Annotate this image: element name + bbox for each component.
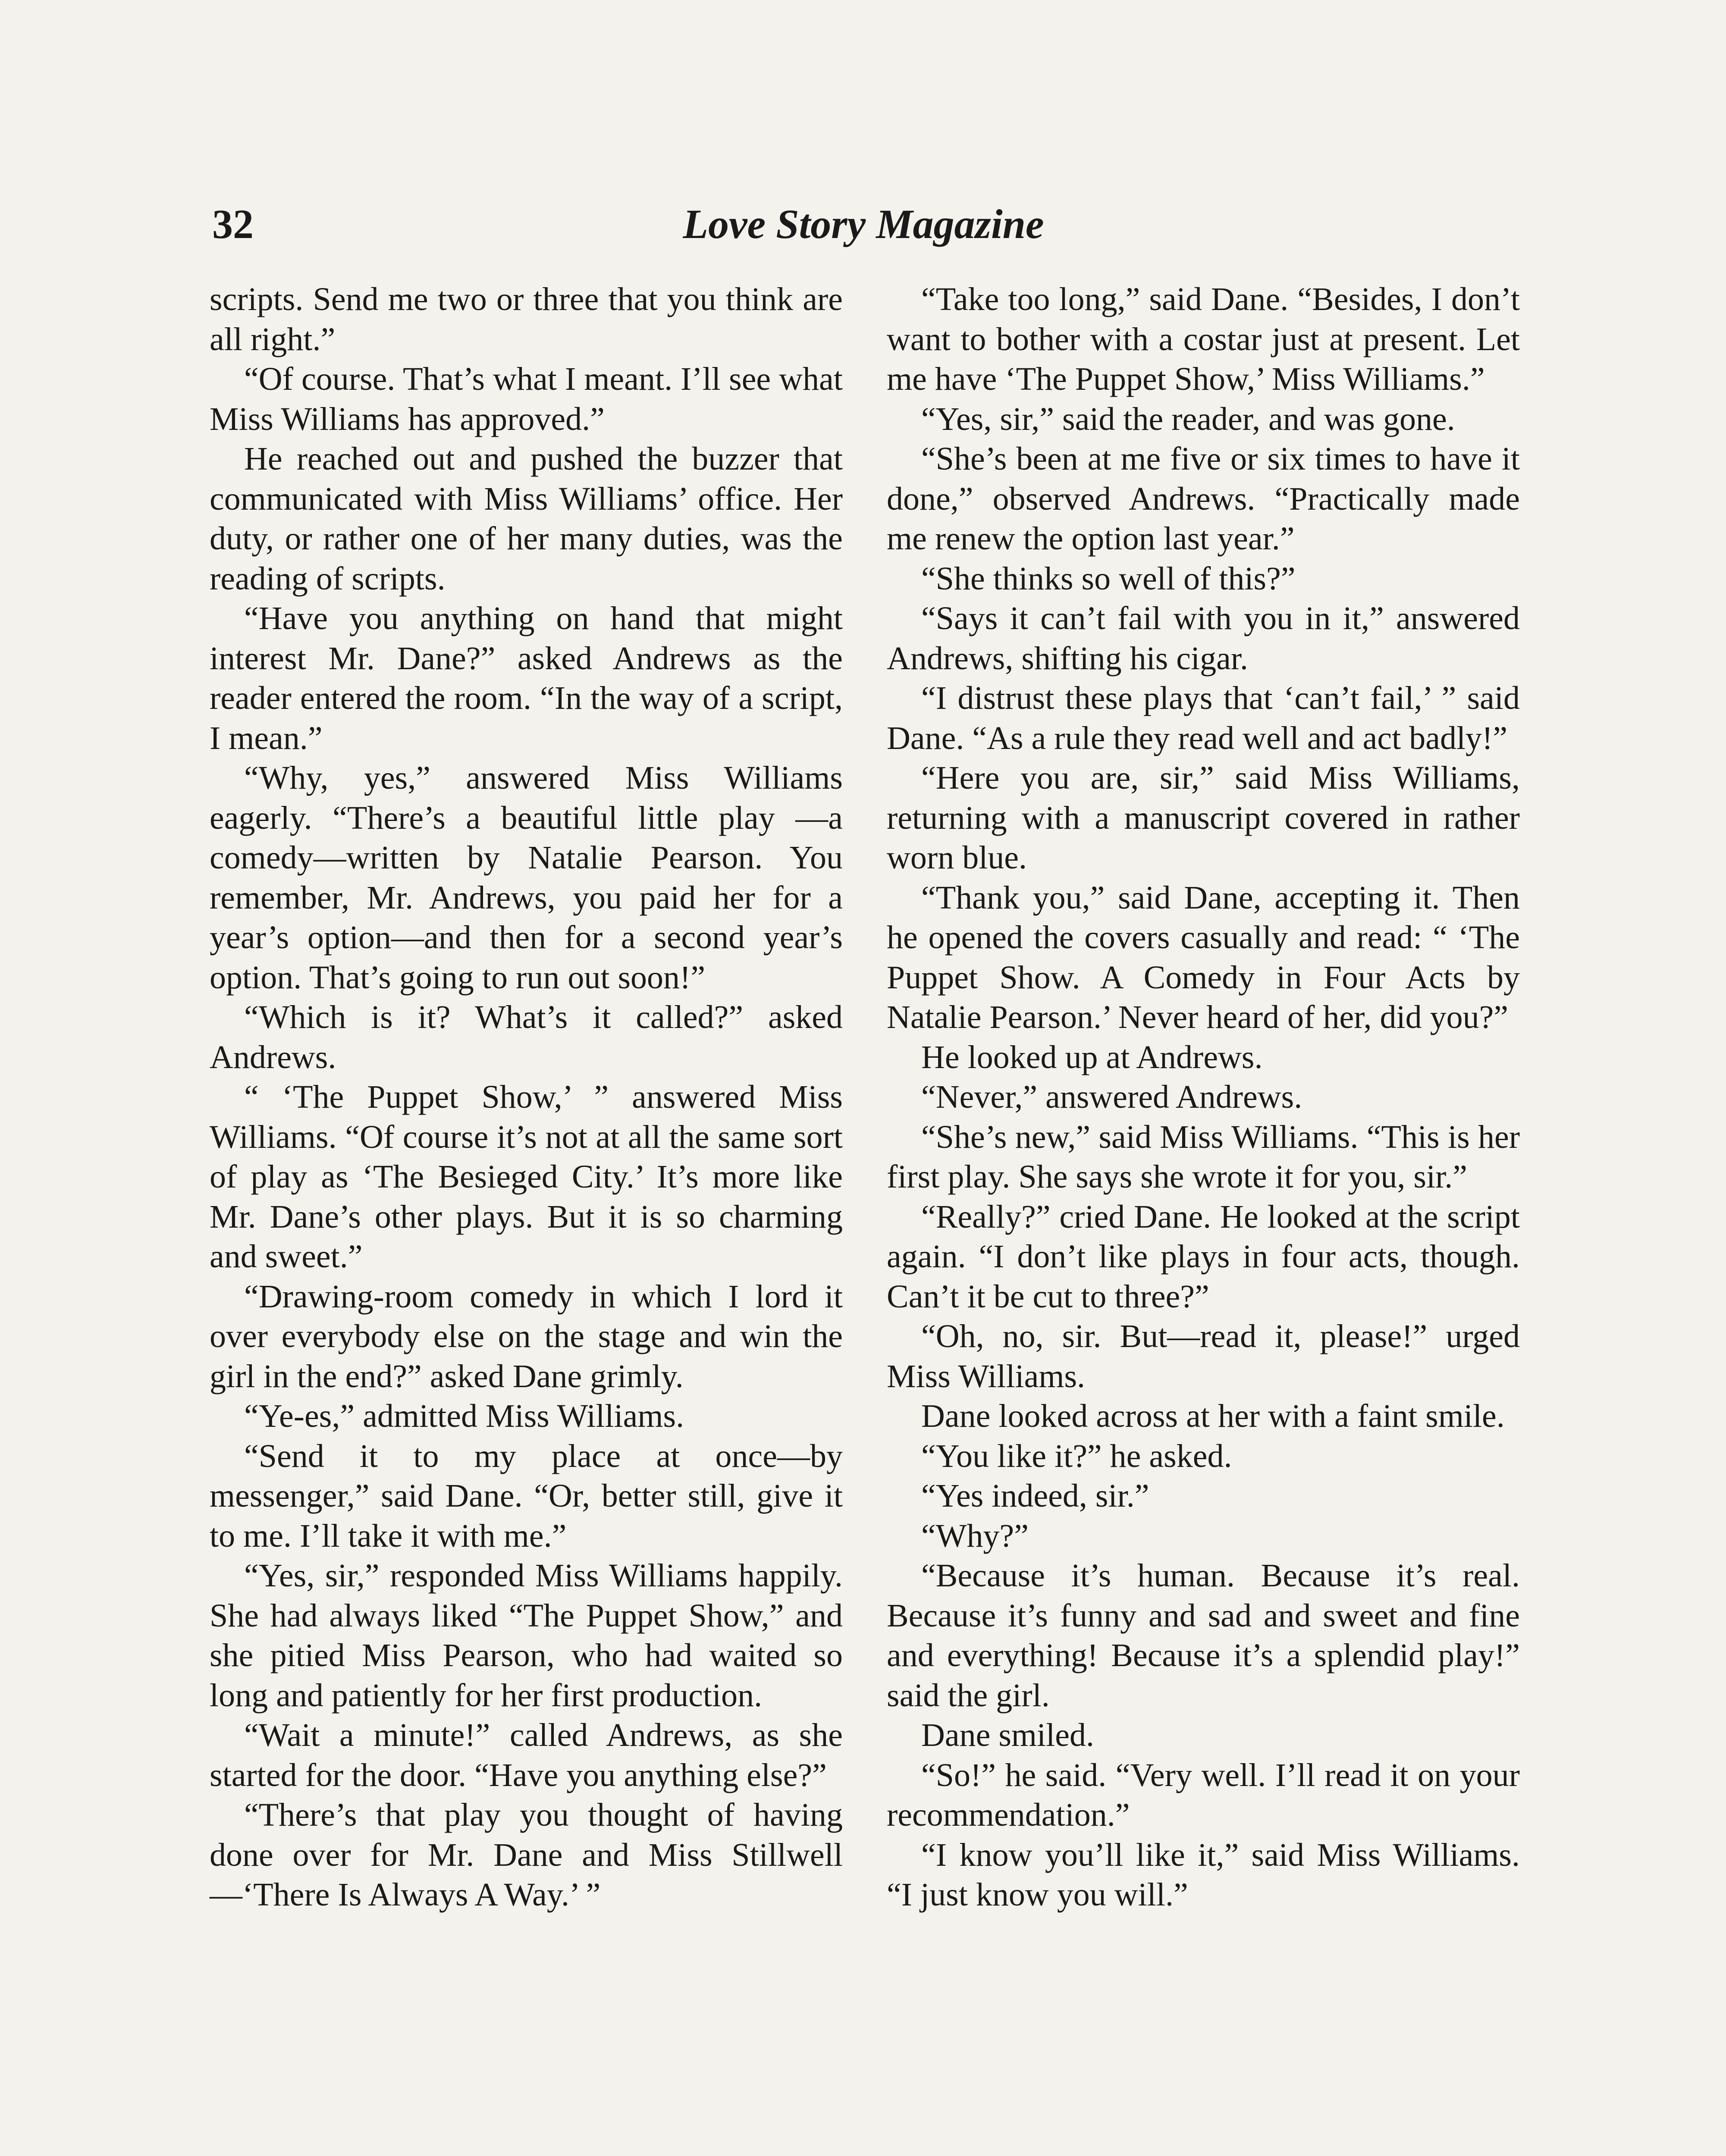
paragraph: “Here you are, sir,” said Miss Williams, returning with a manuscript covered in rather worn blue. <box>887 760 1520 876</box>
paragraph: “Why, yes,” answered Miss Williams eagerly. “There’s a beautiful little play —a comedy—written by Natalie Pearson. You remember, Mr. Andrews, you paid her for a year’s option—and then for a second year’s option. That’s going to run out soon!” <box>210 760 843 996</box>
paragraph: “ ‘The Puppet Show,’ ” answered Miss Williams. “Of course it’s not at all the same sort of play as ‘The Besieged City.’ It’s more like Mr. Dane’s other plays. But it is so charming and sweet.” <box>210 1079 843 1275</box>
left-column <box>210 279 843 1915</box>
paragraph: “Yes, sir,” said the reader, and was gone. <box>921 401 1455 437</box>
paragraph: Dane looked across at her with a faint smile. <box>921 1398 1505 1434</box>
paragraph: “Really?” cried Dane. He looked at the script again. “I don’t like plays in four acts, though. Can’t it be cut to three?” <box>887 1198 1520 1315</box>
paragraph: “Have you anything on hand that might interest Mr. Dane?” asked Andrews as the reader entered the room. “In the way of a script, I mean.” <box>210 600 843 756</box>
paragraph: “Ye-es,” admitted Miss Williams. <box>244 1398 684 1434</box>
paragraph: “Because it’s human. Because it’s real. Because it’s funny and sad and sweet and fine and everything! Because it’s a splendid play!” said the girl. <box>887 1557 1520 1714</box>
paragraph: “Wait a minute!” called Andrews, as she started for the door. “Have you anything else?” <box>210 1717 843 1793</box>
paragraph: “She’s been at me five or six times to have it done,” observed Andrews. “Practically made me renew the option last year.” <box>887 441 1520 557</box>
running-title: Love Story Magazine <box>683 201 1044 247</box>
paragraph: He reached out and pushed the buzzer that communicated with Miss Williams’ office. Her duty, or rather one of her many duties, was the reading of scripts. <box>210 441 843 597</box>
paragraph: “She thinks so well of this?” <box>921 560 1296 597</box>
paragraph: He looked up at Andrews. <box>921 1039 1263 1075</box>
paragraph: “Send it to my place at once—by messenger,” said Dane. “Or, better still, give it to me. I’ll take it with me.” <box>210 1438 843 1554</box>
paragraph: scripts. Send me two or three that you think are all right.” <box>210 281 843 357</box>
paragraph: “Which is it? What’s it called?” asked Andrews. <box>210 999 843 1075</box>
paragraph: “Says it can’t fail with you in it,” answered Andrews, shifting his cigar. <box>887 600 1520 677</box>
page-header <box>212 194 1515 254</box>
paragraph: “She’s new,” said Miss Williams. “This is her first play. She says she wrote it for you, sir.” <box>887 1119 1520 1195</box>
paragraph: “There’s that play you thought of having done over for Mr. Dane and Miss Stillwell—‘There Is Always A Way.’ ” <box>210 1797 843 1913</box>
paragraph: “Drawing-room comedy in which I lord it over everybody else on the stage and win the girl in the end?” asked Dane grimly. <box>210 1278 843 1395</box>
paragraph: “You like it?” he asked. <box>921 1438 1232 1474</box>
paragraph: “Yes, sir,” responded Miss Williams happily. She had always liked “The Puppet Show,” and she pitied Miss Pearson, who had waited so long and patiently for her first production. <box>210 1557 843 1714</box>
paragraph: Dane smiled. <box>921 1717 1095 1753</box>
paragraph: “I know you’ll like it,” said Miss Williams. “I just know you will.” <box>887 1836 1520 1913</box>
paragraph: “Thank you,” said Dane, accepting it. Then he opened the covers casually and read: “ ‘The Puppet Show. A Comedy in Four Acts by Natalie Pearson.’ Never heard of her, did you?” <box>887 879 1520 1035</box>
right-column <box>887 279 1520 1915</box>
paragraph: “Of course. That’s what I meant. I’ll see what Miss Williams has approved.” <box>210 361 843 437</box>
paragraph: “Yes indeed, sir.” <box>921 1478 1149 1514</box>
paragraph: “Take too long,” said Dane. “Besides, I don’t want to bother with a costar just at present. Let me have ‘The Puppet Show,’ Miss Williams.” <box>887 281 1520 397</box>
paragraph: “Why?” <box>921 1517 1029 1554</box>
paragraph: “Oh, no, sir. But—read it, please!” urged Miss Williams. <box>887 1318 1520 1395</box>
paragraph: “I distrust these plays that ‘can’t fail,’ ” said Dane. “As a rule they read well and act badly!” <box>887 680 1520 756</box>
paragraph: “So!” he said. “Very well. I’ll read it on your recommendation.” <box>887 1757 1520 1833</box>
page-number: 32 <box>212 201 254 247</box>
paragraph: “Never,” answered Andrews. <box>921 1079 1302 1115</box>
